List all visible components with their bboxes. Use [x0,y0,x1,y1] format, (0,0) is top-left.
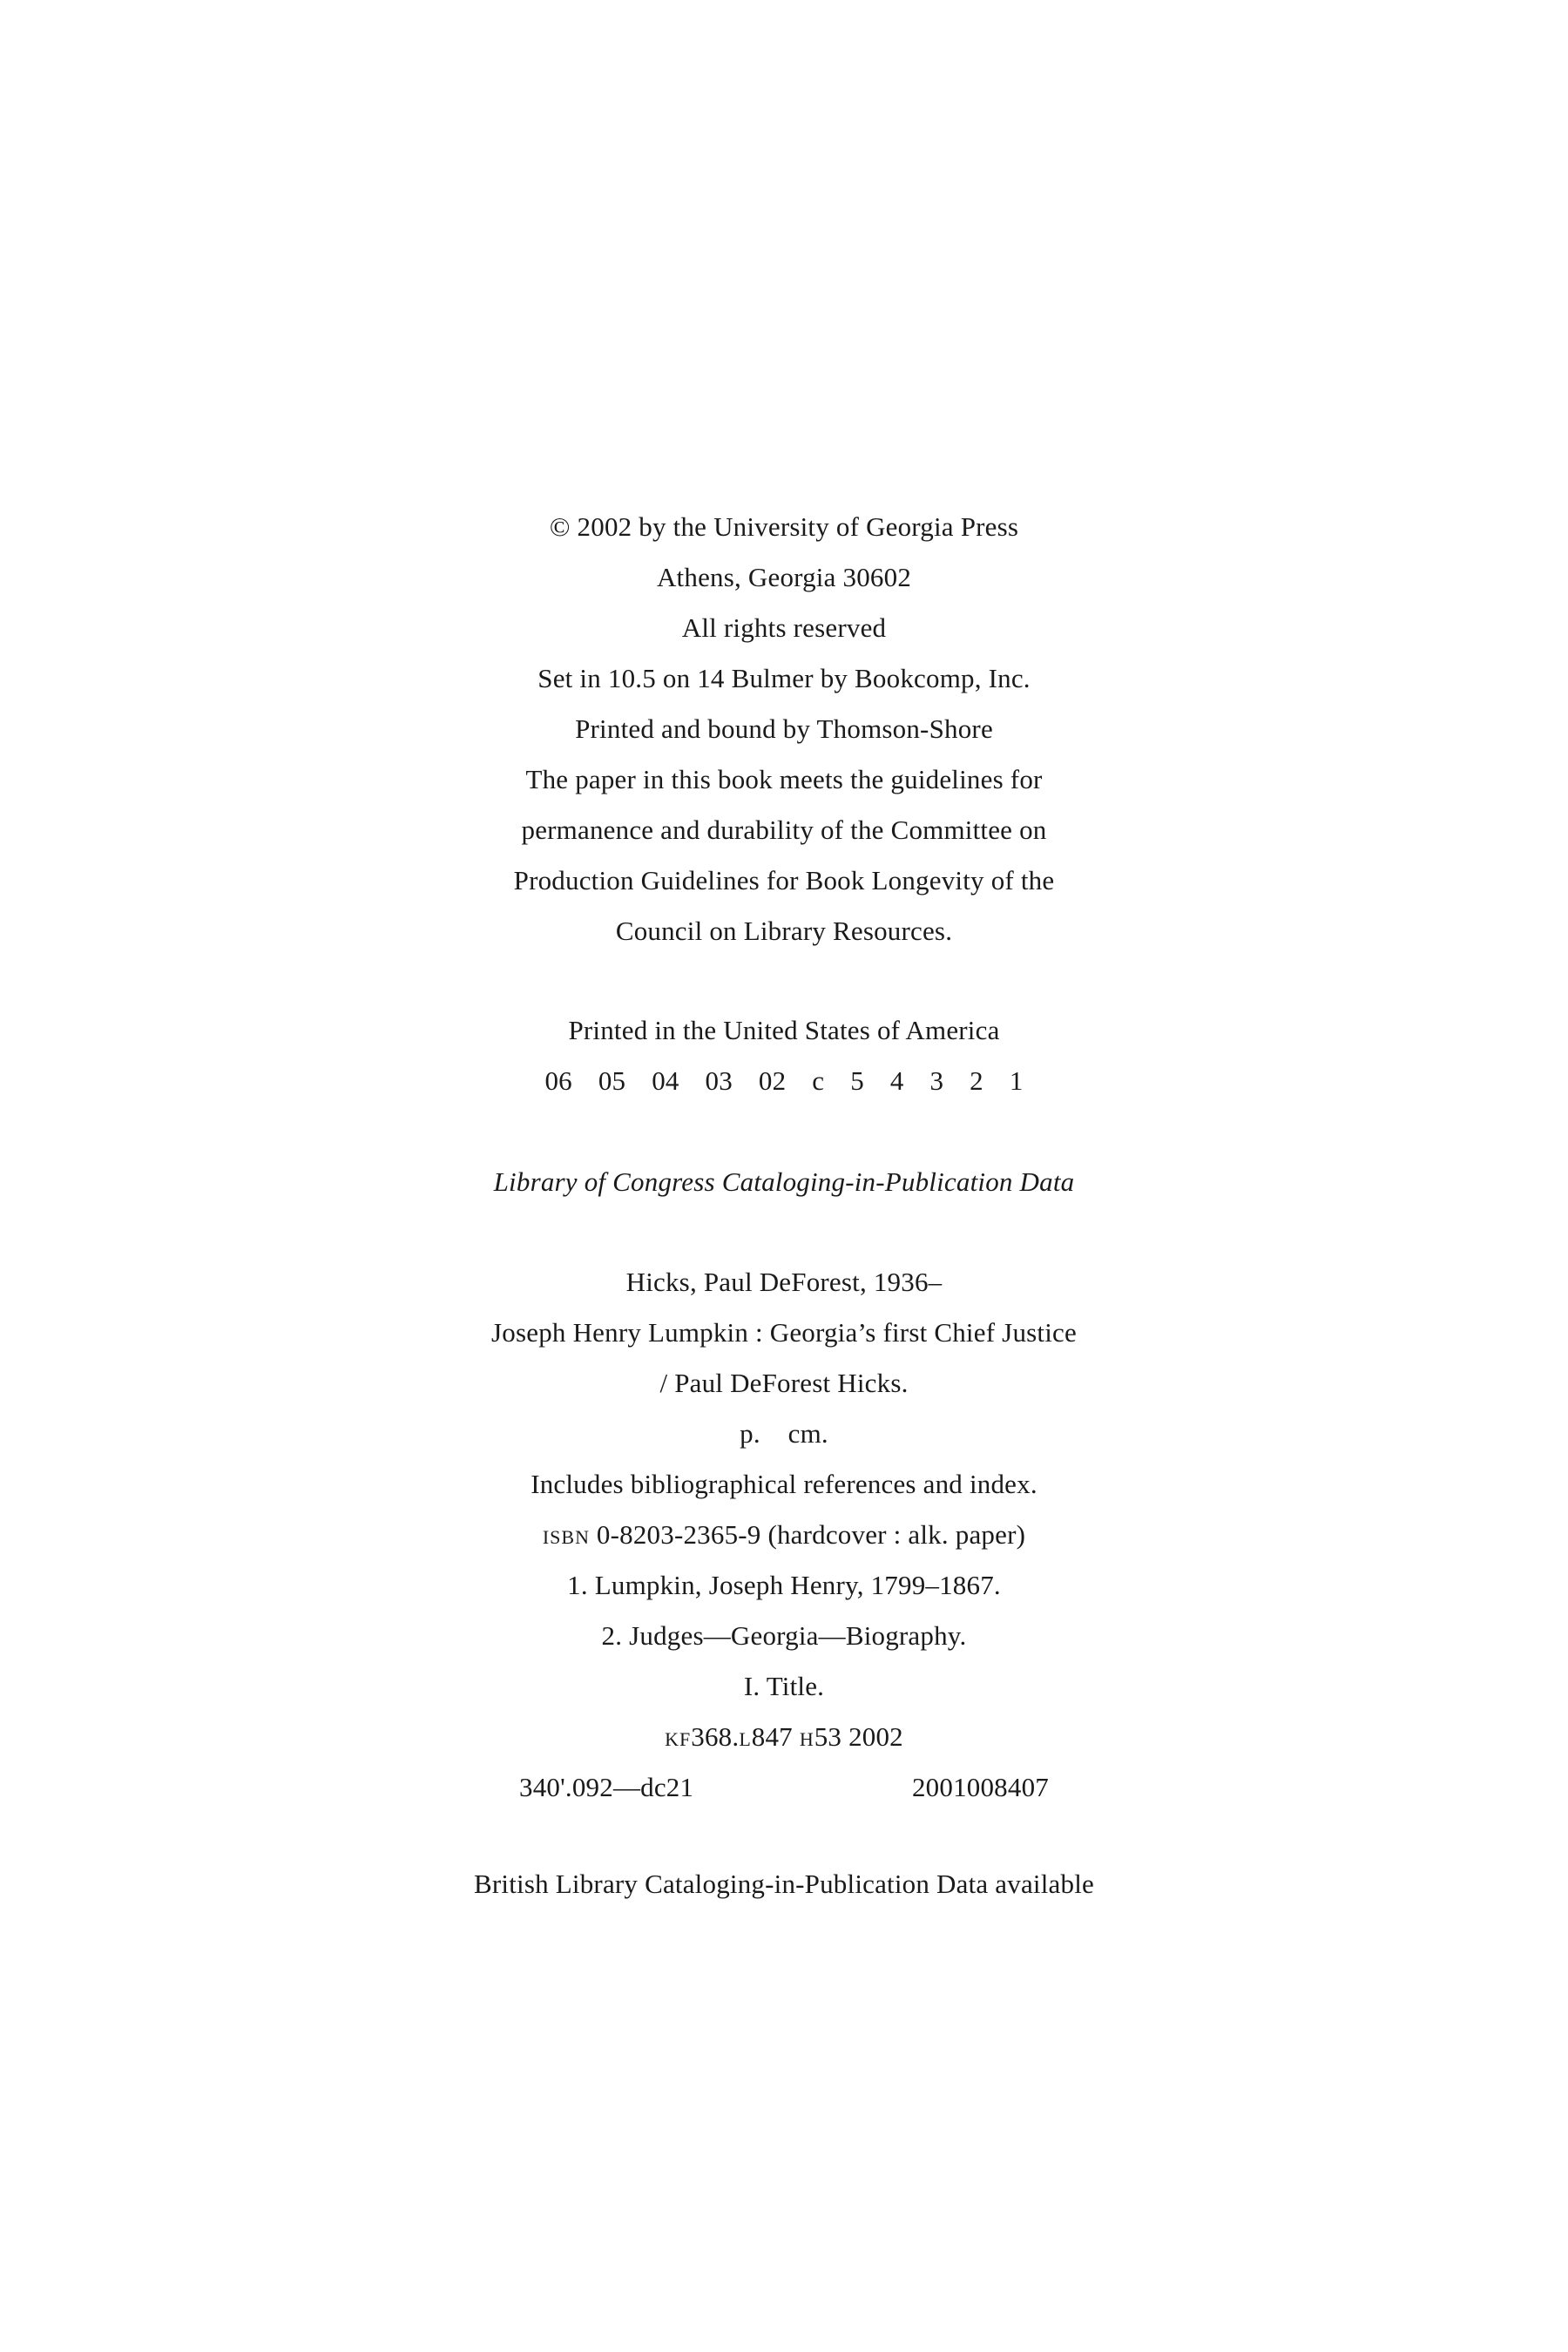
copyright-statement [0,502,1568,956]
print-number: 4 [889,1065,904,1096]
print-number: 1 [1009,1065,1024,1096]
cip-title-entry: I. Title. [743,1671,825,1701]
lc-class-prefix: KF [665,1728,692,1750]
print-number: 06 [544,1065,572,1096]
cip-dewey: 340'.092—dc21 [519,1772,694,1802]
cip-subject-1: 1. Lumpkin, Joseph Henry, 1799–1867. [567,1570,1001,1600]
isbn-label: ISBN [542,1526,590,1548]
print-number: 04 [652,1065,679,1096]
lc-class-h: H [799,1728,814,1750]
paper-statement-line-3: Production Guidelines for Book Longevity of the [513,865,1055,896]
typesetting-line: Set in 10.5 on 14 Bulmer by Bookcomp, Inc. [537,663,1031,693]
rights-reserved: All rights reserved [681,612,887,643]
lc-class-rest: 53 2002 [814,1721,903,1752]
cip-record [0,1257,1568,1813]
cip-heading-block [0,1157,1568,1207]
cip-notes: Includes bibliographical references and index. [531,1469,1037,1499]
print-number: 05 [598,1065,626,1096]
cip-title-line-1: Joseph Henry Lumpkin : Georgia’s first Chief Justice [491,1317,1077,1348]
paper-statement-line-1: The paper in this book meets the guidelines for [525,764,1043,794]
printer-line: Printed and bound by Thomson-Shore [575,713,993,744]
british-library-block [0,1859,1568,1909]
isbn-value: 0-8203-2365-9 (hardcover : alk. paper) [596,1519,1026,1550]
print-number: 02 [758,1065,787,1096]
cip-isbn [0,1510,1568,1560]
paper-statement-line-4: Council on Library Resources. [615,916,953,946]
cip-lccn: 2001008407 [911,1772,1049,1802]
printing-info [0,1005,1568,1106]
lc-class-middle: 368. [691,1721,740,1752]
cip-dewey-lccn [0,1762,1568,1813]
print-number: 2 [970,1065,983,1096]
cip-title-line-2: / Paul DeForest Hicks. [659,1368,909,1398]
print-number: c [812,1065,825,1096]
lc-class-l: L [739,1728,752,1750]
print-number: 03 [705,1065,733,1096]
cip-heading: Library of Congress Cataloging-in-Publication Data [493,1166,1075,1197]
lc-class-num: 847 [751,1721,793,1752]
printed-in-line: Printed in the United States of America [568,1015,1000,1045]
british-library-note: British Library Cataloging-in-Publication Data available [474,1869,1094,1899]
print-number-line [0,1056,1568,1106]
paper-statement-line-2: permanence and durability of the Committee on [521,814,1047,845]
cip-collation: p. cm. [740,1418,828,1449]
cip-subject-2: 2. Judges—Georgia—Biography. [601,1620,967,1651]
print-number: 3 [929,1065,944,1096]
publisher-address: Athens, Georgia 30602 [656,562,912,592]
copyright-line: © 2002 by the University of Georgia Press [549,511,1019,542]
cip-lc-classification [0,1712,1568,1762]
cip-author: Hicks, Paul DeForest, 1936– [625,1267,943,1297]
print-number: 5 [850,1065,864,1096]
